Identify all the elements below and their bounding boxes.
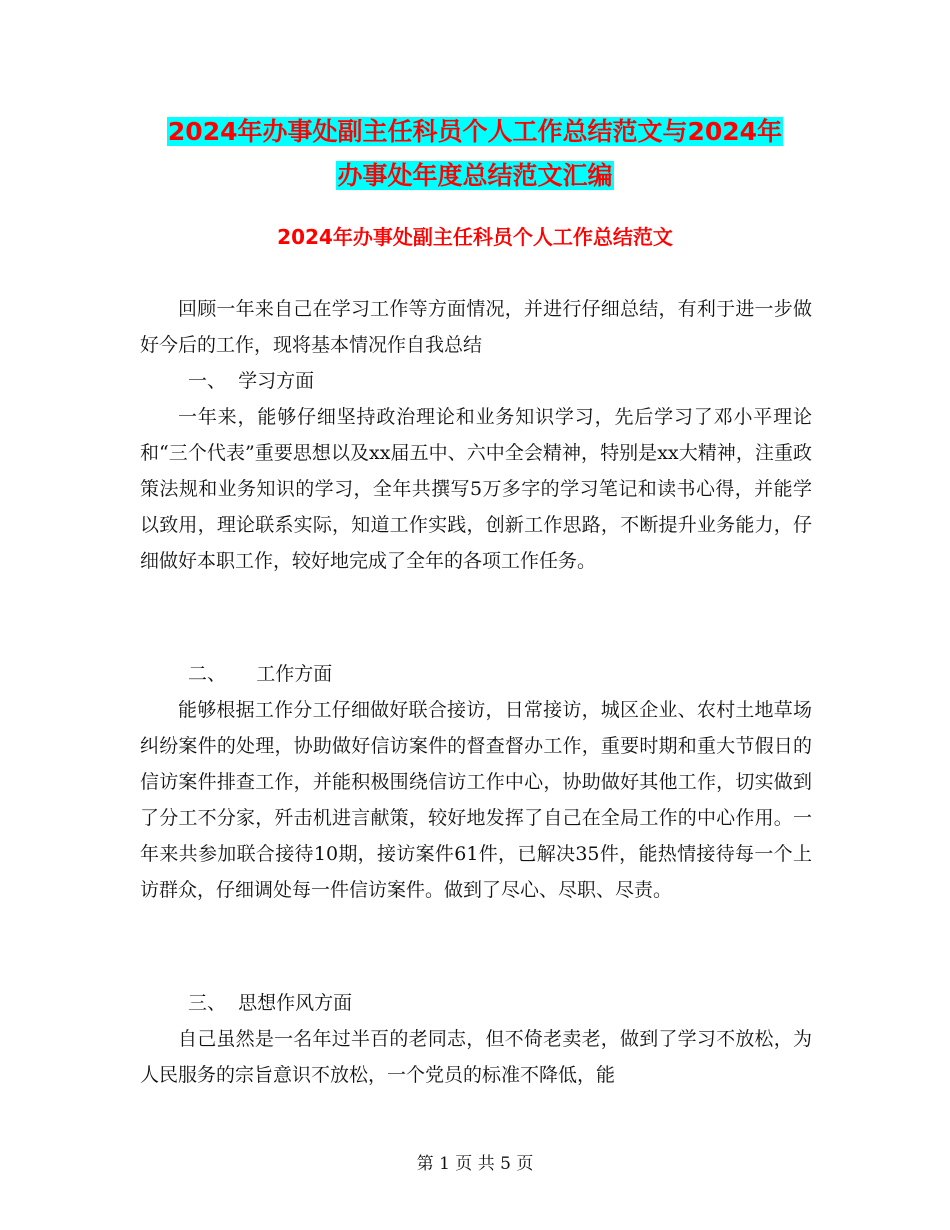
work-paragraph: 能够根据工作分工仔细做好联合接访，日常接访，城区企业、农村土地草场纠纷案件的处理，协助做好信访案件的督查督办工作，重要时期和重大节假日的信访案件排查工作，并能积极围绕信访工作中心，协助做好其他工作，切实做到了分工不分家，歼击机进言献策，较好地发挥了自己在全局工作的中心作用。一年来共参加联合接待10期，接访案件61件，已解决35件，能热情接待每一个上访群众，仔细调处每一件信访案件。做到了尽心、尽职、尽责。 (140, 699, 812, 901)
section-heading-study: 一、 学习方面 (188, 370, 315, 392)
section-heading-conduct: 三、 思想作风方面 (188, 992, 353, 1014)
page-number-footer: 第 1 页 共 5 页 (416, 1154, 534, 1174)
intro-paragraph: 回顾一年来自己在学习工作等方面情况，并进行仔细总结，有利于进一步做好今后的工作，现将基本情况作自我总结 (140, 298, 812, 356)
study-paragraph: 一年来，能够仔细坚持政治理论和业务知识学习，先后学习了邓小平理论和“三个代表”重要思想以及xx届五中、六中全会精神，特别是xx大精神，注重政策法规和业务知识的学习，全年共撰写5万多字的学习笔记和读书心得，并能学以致用，理论联系实际，知道工作实践，创新工作思路，不断提升业务能力，仔细做好本职工作，较好地完成了全年的各项工作任务。 (140, 406, 812, 572)
document-title-line-1: 2024年办事处副主任科员个人工作总结范文与2024年 (167, 117, 783, 146)
conduct-paragraph: 自己虽然是一名年过半百的老同志，但不倚老卖老，做到了学习不放松，为人民服务的宗旨意识不放松，一个党员的标准不降低，能 (140, 1028, 812, 1086)
section-heading-work: 二、 工作方面 (188, 663, 333, 685)
section-title: 2024年办事处副主任科员个人工作总结范文 (277, 225, 673, 249)
document-title-line-2: 办事处年度总结范文汇编 (337, 161, 613, 190)
